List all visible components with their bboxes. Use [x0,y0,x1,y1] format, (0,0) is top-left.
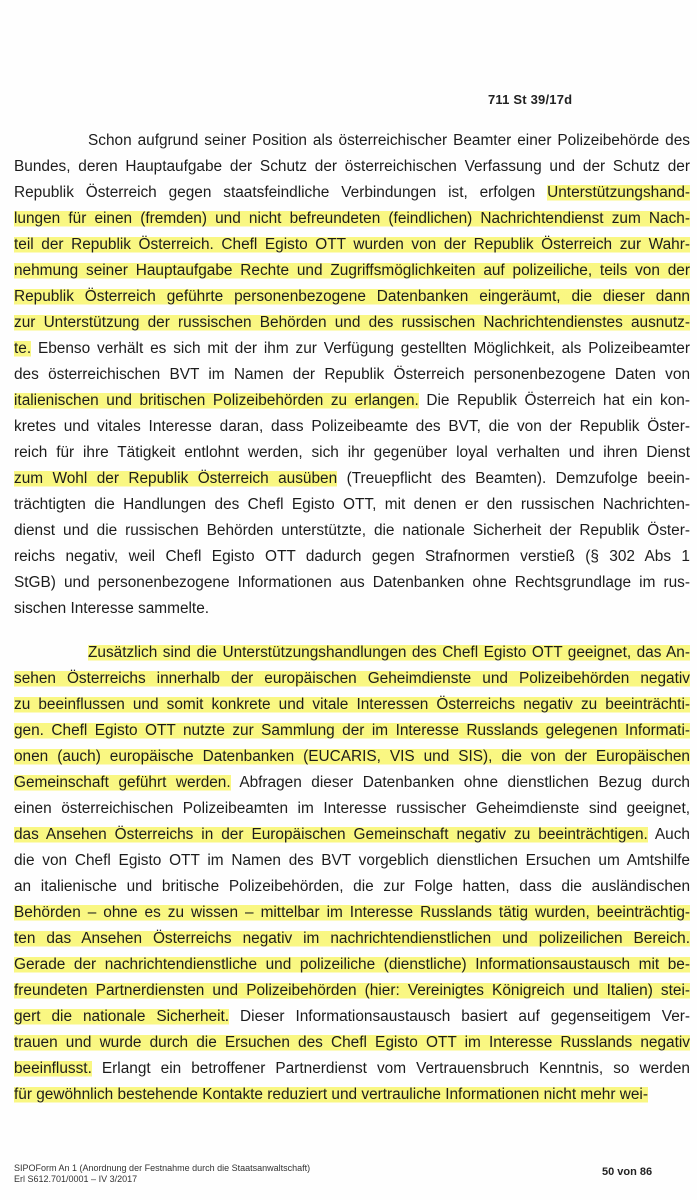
text-line [14,336,690,362]
text-line [14,440,690,466]
text-line [14,206,690,232]
highlighted-text: italienischen und britischen Polizeibehörden zu erlangen. [14,392,419,409]
line-text: die von Chefl Egisto OTT im Namen des BVT vorgeblich dienstlichen Ersuchen um Amtshilfe [14,852,690,869]
text-line [14,258,690,284]
text-line [14,596,690,622]
highlighted-text: Republik Österreich geführte personenbezogene Datenbanken eingeräumt, die dieser dann [14,288,690,305]
line-text: Erlangt ein betroffener Partnerdienst vom Vertrauensbruch Kenntnis, so werden [91,1060,690,1077]
form-footer-line-2: Erl S612.701/0001 – IV 3/2017 [14,1174,138,1184]
highlighted-text: zu beeinflussen und somit konkrete und vitale Interessen Österreichs negativ zu beeinträchti- [14,696,690,713]
form-footer [14,1163,310,1185]
line-text: (Treuepflicht des Beamten). Demzufolge beein- [337,470,690,487]
line-text: dienst und die russischen Behörden unterstützte, die nationale Sicherheit der Republik Öster- [14,522,690,539]
text-line [14,952,690,978]
line-text: Die Republik Österreich hat ein kon- [418,392,690,409]
text-line [14,718,690,744]
text-line [14,692,690,718]
highlighted-text: te. [14,340,32,357]
text-line [14,284,690,310]
line-text: Bundes, deren Hauptaufgabe der Schutz der österreichischen Verfassung und der Schutz der [14,158,690,175]
text-line [14,978,690,1004]
text-line [14,640,690,666]
highlighted-text: gen. Chefl Egisto OTT nutzte zur Sammlung der im Interesse Russlands gelegenen Informati- [14,722,690,739]
line-text: Ebenso verhält es sich mit der ihm zur Verfügung gestellten Möglichkeit, als Polizeibeamter [31,340,690,357]
text-line [14,926,690,952]
line-text: Auch [647,826,690,843]
text-line [14,1004,690,1030]
highlighted-text: freundeten Partnerdiensten und Polizeibehörden (hier: Vereinigtes Königreich und Italien) stei- [14,982,690,999]
highlighted-text: teil der Republik Österreich. Chefl Egisto OTT wurden von der Republik Österreich zur Wahr- [14,236,690,253]
text-line [14,362,690,388]
line-text: an italienische und britische Polizeibehörden, die zur Folge hatten, dass die ausländischen [14,878,690,895]
line-text: kretes und vitales Interesse daran, dass Polizeibeamte des BVT, die von der Republik Öster- [14,418,690,435]
page-number: 50 von 86 [602,1166,653,1178]
text-line [14,128,690,154]
text-line [14,232,690,258]
line-text: des österreichischen BVT im Namen der Republik Österreich personenbezogene Daten von [14,366,690,383]
line-text: Dieser Informationsaustausch basiert auf gegenseitigem Ver- [229,1008,691,1025]
text-line [14,1082,690,1108]
text-line [14,822,690,848]
highlighted-text: Unterstützungshand- [547,184,690,201]
paragraph-2 [14,640,690,1134]
text-line [14,544,690,570]
highlighted-text: Gerade der nachrichtendienstliche und polizeiliche (dienstliche) Informationsaustausch mit be- [14,956,690,973]
highlighted-text: Zusätzlich sind die Unterstützungshandlungen des Chefl Egisto OTT geeignet, das An- [88,644,690,661]
text-line [14,848,690,874]
highlighted-text: sehen Österreichs innerhalb der europäischen Geheimdienste und Polizeibehörden negativ [14,670,690,687]
highlighted-text: das Ansehen Österreichs in der Europäischen Gemeinschaft negativ zu beeinträchtigen. [14,826,648,843]
line-text: Abfragen dieser Datenbanken ohne dienstlichen Bezug durch [230,774,690,791]
highlighted-text: nehmung seiner Hauptaufgabe Rechte und Zugriffsmöglichkeiten auf polizeiliche, teils von der [14,262,690,279]
text-line [14,570,690,596]
text-line [14,666,690,692]
line-text: sischen Interesse sammelte. [14,600,210,617]
text-line [14,1056,690,1082]
highlighted-text: ten das Ansehen Österreichs negativ im nachrichtendienstlichen und polizeilichen Bereich. [14,930,690,947]
line-text: trächtigten die Handlungen des Chefl Egisto OTT, mit denen er den russischen Nachrichten- [14,496,690,513]
text-line [14,770,690,796]
line-text: StGB) und personenbezogene Informationen aus Datenbanken ohne Rechtsgrundlage im rus- [14,574,690,591]
text-line [14,1030,690,1056]
highlighted-text: trauen und wurde durch die Ersuchen des Chefl Egisto OTT im Interesse Russlands negativ [14,1034,690,1051]
highlighted-text: gert die nationale Sicherheit. [14,1008,230,1025]
highlighted-text: für gewöhnlich bestehende Kontakte reduziert und vertrauliche Informationen nicht mehr wei- [14,1086,648,1103]
text-line [14,796,690,822]
highlighted-text: lungen für einen (fremden) und nicht befreundeten (feindlichen) Nachrichtendienst zum Nach- [14,210,690,227]
line-text: einen österreichischen Polizeibeamten im Interesse russischer Geheimdienste sind geeignet, [14,800,690,817]
highlighted-text: Behörden – ohne es zu wissen – mittelbar im Interesse Russlands tätig wurden, beeinträchtig- [14,904,690,921]
highlighted-text: beeinflusst. [14,1060,92,1077]
text-line [14,310,690,336]
text-line [14,154,690,180]
highlighted-text: zur Unterstützung der russischen Behörden und des russischen Nachrichtendienstes ausnutz- [14,314,690,331]
text-line [14,180,690,206]
line-text: Schon aufgrund seiner Position als österreichischer Beamter einer Polizeibehörde des [88,132,690,149]
paragraph-1 [14,128,690,622]
document-reference: 711 St 39/17d [488,92,573,107]
form-footer-line-1: SIPOForm An 1 (Anordnung der Festnahme durch die Staatsanwaltschaft) [14,1163,311,1173]
text-line [14,744,690,770]
line-text: reichs negativ, weil Chefl Egisto OTT dadurch gegen Strafnormen verstieß (§ 302 Abs 1 [14,548,690,565]
text-line [14,388,690,414]
highlighted-text: onen (auch) europäische Datenbanken (EUCARIS, VIS und SIS), die von der Europäischen [14,748,690,765]
text-line [14,518,690,544]
line-text: reich für ihre Tätigkeit entlohnt werden, sich ihr gegenüber loyal verhalten und ihren Dienst [14,444,690,461]
highlighted-text: zum Wohl der Republik Österreich ausüben [14,470,338,487]
line-text: Republik Österreich gegen staatsfeindliche Verbindungen ist, erfolgen [14,184,548,201]
text-line [14,466,690,492]
text-line [14,414,690,440]
text-line [14,874,690,900]
highlighted-text: Gemeinschaft geführt werden. [14,774,231,791]
text-line [14,492,690,518]
text-line [14,900,690,926]
